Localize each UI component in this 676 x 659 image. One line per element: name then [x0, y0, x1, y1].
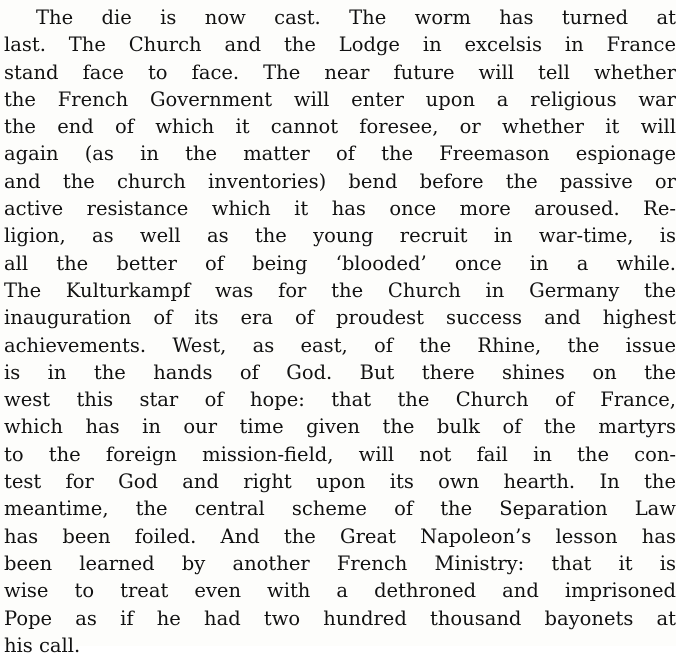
text-line: meantime, the central scheme of the Separation Law: [4, 497, 676, 521]
text-line: The die is now cast. The worm has turned at: [36, 6, 676, 29]
text-line: which has in our time given the bulk of the martyrs: [4, 415, 676, 439]
text-line: is in the hands of God. But there shines on the: [4, 360, 676, 384]
text-line: his call.: [4, 633, 81, 657]
article-paragraph: [4, 4, 676, 659]
text-line: active resistance which it has once more aroused. Re-: [4, 197, 676, 221]
text-line: The Kulturkampf was for the Church in Germany the: [4, 278, 676, 302]
text-line: all the better of being ‘blooded’ once in a while.: [4, 251, 676, 275]
text-line: the end of which it cannot foresee, or whether it will: [4, 115, 676, 139]
text-line: test for God and right upon its own hearth. In the: [4, 470, 676, 494]
text-line: ligion, as well as the young recruit in war-time, is: [4, 224, 676, 248]
text-line: has been foiled. And the Great Napoleon’s lesson has: [4, 524, 676, 548]
text-line: the French Government will enter upon a religious war: [4, 87, 676, 111]
text-line: been learned by another French Ministry: that it is: [4, 551, 676, 575]
text-line: last. The Church and the Lodge in excelsis in France: [4, 33, 676, 57]
text-line: and the church inventories) bend before the passive or: [4, 169, 676, 193]
text-line: west this star of hope: that the Church of France,: [4, 388, 676, 412]
text-line: inauguration of its era of proudest success and highest: [4, 306, 676, 330]
text-line: again (as in the matter of the Freemason espionage: [4, 142, 676, 166]
text-line: stand face to face. The near future will tell whether: [4, 60, 676, 84]
text-line: to the foreign mission-field, will not fail in the con-: [4, 442, 676, 466]
text-line: wise to treat even with a dethroned and imprisoned: [4, 579, 676, 603]
text-line: achievements. West, as east, of the Rhine, the issue: [4, 333, 676, 357]
text-line: Pope as if he had two hundred thousand bayonets at: [4, 606, 676, 630]
